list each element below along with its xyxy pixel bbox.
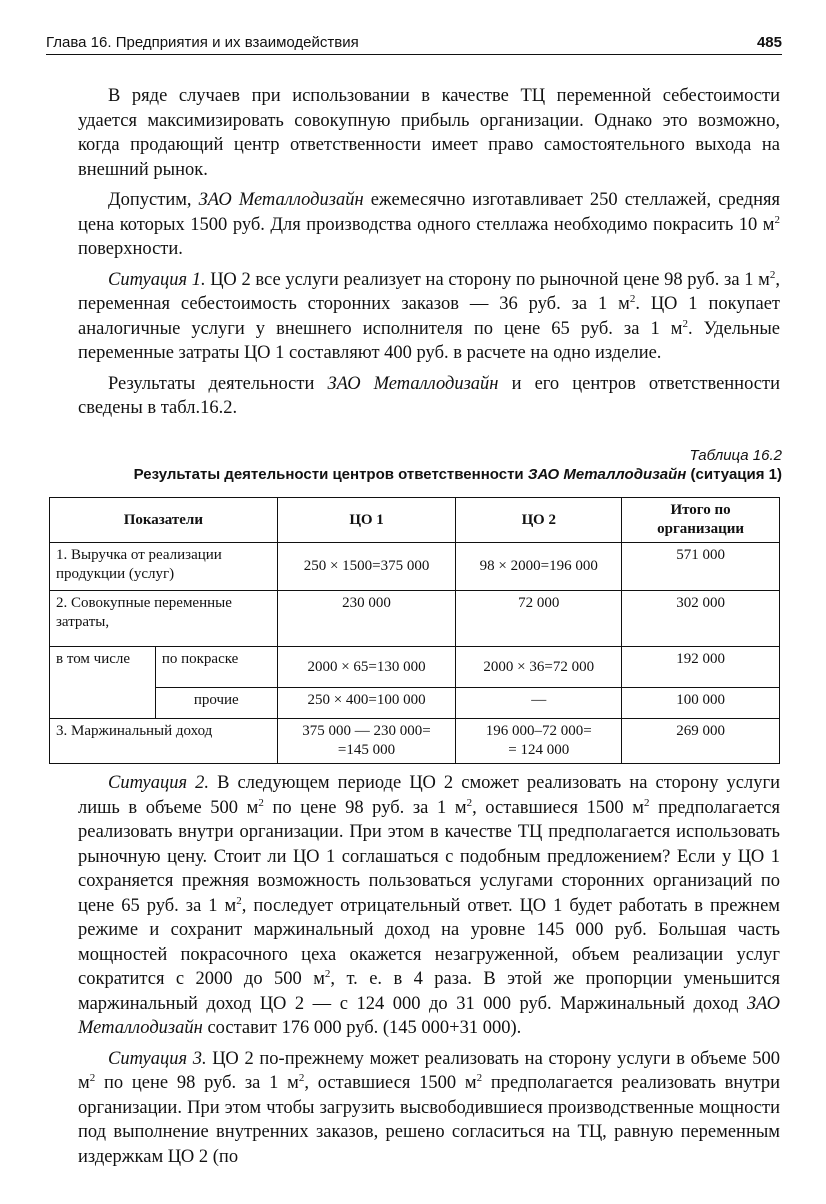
cell-co2: — [456, 688, 622, 719]
cell-total: 100 000 [622, 688, 780, 719]
row-label: прочие [155, 688, 277, 719]
company-name: ЗАО Металлодизайн [78, 993, 780, 1038]
page-number: 485 [756, 34, 782, 51]
paragraph-assumption: Допустим, ЗАО Металлодизайн ежемесячно изготавливает 250 стеллажей, средняя цена которых 1500 руб. Для производства одного стеллажа необходимо покрасить 10 $м^2$ поверхности. [78, 190, 780, 259]
table-row [50, 543, 780, 591]
row-label: 2. Совокупные переменные затраты, [50, 591, 278, 647]
cell-co1: 250 × 1500=375 000 [277, 543, 456, 591]
cell-co2: 98 × 2000=196 000 [456, 543, 622, 591]
body-text [78, 771, 780, 1175]
row-label: 3. Маржинальный доход [50, 719, 278, 764]
results-table [49, 497, 780, 764]
cell-co1: 250 × 400=100 000 [277, 688, 456, 719]
cell-total: 192 000 [622, 647, 780, 688]
cell-co2: 2000 × 36=72 000 [456, 647, 622, 688]
intro-text [78, 84, 780, 427]
situation-label: Ситуация 3. [108, 1048, 207, 1069]
row-label: по покраске [155, 647, 277, 688]
paragraph-situation-3: Ситуация 3. ЦО 2 по-прежнему может реализовать на сторону услуги в объеме 500 $м^2$ по цене 98 руб. за 1 $м^2$, оставшиеся 1500 $м^2$ предполагается реализовать внутри организации. При этом чтобы загрузить высвободившиеся производственные мощности под выполнение внутренних заказов, решено согласиться на ТЦ, равную переменным издержкам ЦО 2 (по [78, 1048, 780, 1167]
running-header [46, 32, 782, 55]
table-row [50, 719, 780, 764]
table-title: Результаты деятельности центров ответственности ЗАО Металлодизайн (ситуация 1) [133, 466, 782, 483]
cell-co1: 375 000 — 230 000= =145 000 [277, 719, 456, 764]
table-caption [46, 447, 782, 483]
table-row [50, 688, 780, 719]
situation-label: Ситуация 2. [108, 773, 210, 793]
paragraph-situation-1: Ситуация 1. ЦО 2 все услуги реализует на сторону по рыночной цене 98 руб. за 1 $м^2$, переменная себестоимость сторонних заказов — 36 руб. за 1 $м^2$. ЦО 1 покупает аналогичные услуги у внешнего исполнителя по цене 65 руб. за 1 $м^2$. Удельные переменные затраты ЦО 1 составляют 400 руб. в расчете на одно изделие. [78, 268, 780, 363]
row-group-label: в том числе [50, 647, 156, 719]
cell-total: 302 000 [622, 591, 780, 647]
company-name: ЗАО Металлодизайн [198, 190, 364, 210]
header-co2: ЦО 2 [456, 498, 622, 543]
cell-co2: 196 000–72 000= = 124 000 [456, 719, 622, 764]
header-co1: ЦО 1 [277, 498, 456, 543]
cell-total: 571 000 [622, 543, 780, 591]
table-row [50, 647, 780, 688]
chapter-title: Глава 16. Предприятия и их взаимодействия [46, 34, 359, 51]
table-header-row [50, 498, 780, 543]
paragraph-results: Результаты деятельности ЗАО Металлодизайн и его центров ответственности сведены в табл.16.2. [78, 373, 780, 418]
cell-co1: 2000 × 65=130 000 [277, 647, 456, 688]
cell-co2: 72 000 [456, 591, 622, 647]
row-label: 1. Выручка от реализации продукции (услуг) [50, 543, 278, 591]
cell-co1: 230 000 [277, 591, 456, 647]
paragraph-situation-2: Ситуация 2. В следующем периоде ЦО 2 сможет реализовать на сторону услуги лишь в объеме 500 $м^2$ по цене 98 руб. за 1 $м^2$, оставшиеся 1500 $м^2$ предполагается реализовать внутри организации. При этом в качестве ТЦ предполагается использовать рыночную цену. Стоит ли ЦО 1 соглашаться с подобным предложением? Если у ЦО 1 сохраняется прежняя возможность пользоваться услугами сторонних организаций по цене 65 руб. за 1 $м^2$, последует отрицательный ответ. ЦО 1 будет работать в прежнем режиме и сохранит маржинальный доход на уровне 145 000 руб. Большая часть мощностей покрасочного цеха окажется незагруженной, объем реализации услуг сократится с 2000 до 500 $м^2$, т. е. в 4 раза. В этой же пропорции уменьшится маржинальный доход ЦО 2 — с 124 000 до 31 000 руб. Маржинальный доход ЗАО Металлодизайн составит 176 000 руб. (145 000+31 000). [78, 773, 781, 1038]
cell-total: 269 000 [622, 719, 780, 764]
table-number: Таблица 16.2 [689, 447, 782, 464]
table-row [50, 591, 780, 647]
company-name: ЗАО Металлодизайн [327, 373, 499, 394]
header-indicators: Показатели [50, 498, 278, 543]
paragraph-transfer-price: В ряде случаев при использовании в качестве ТЦ переменной себестоимости удается максимизировать совокупную прибыль организации. Однако это возможно, когда продающий центр ответственности имеет право самостоятельного выхода на внешний рынок. [78, 86, 780, 180]
situation-label: Ситуация 1. [108, 269, 206, 290]
header-total: Итого по организации [622, 498, 780, 543]
